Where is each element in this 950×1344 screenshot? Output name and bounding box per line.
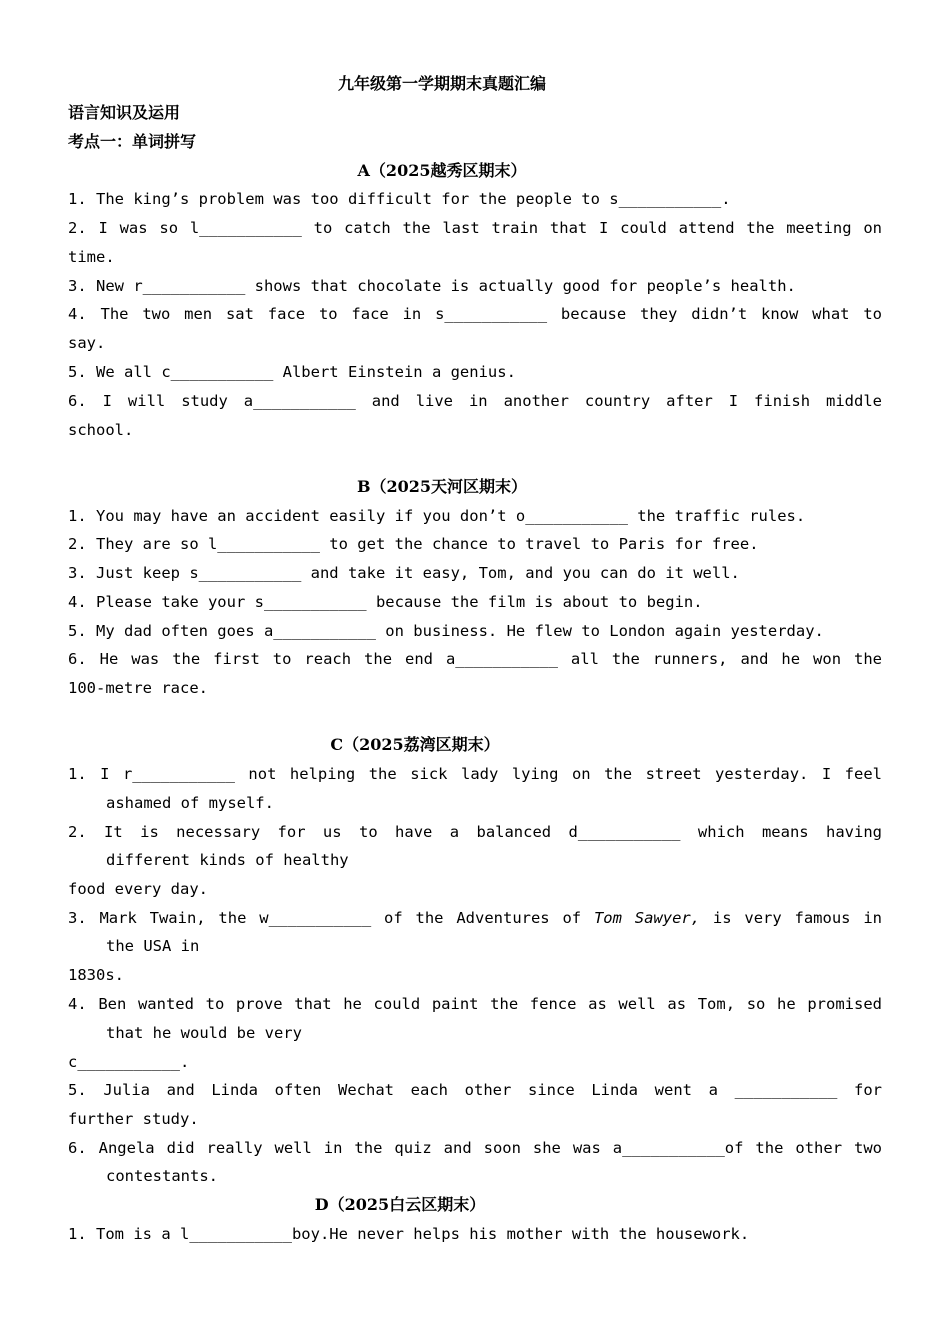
question-c1: 1. I r___________ not helping the sick lady lying on the street yesterday. I feel <box>68 765 882 783</box>
question-c3-cont2: 1830s. <box>68 966 124 984</box>
question-b4: 4. Please take your s___________ because the film is about to begin. <box>68 593 703 611</box>
question-c6: 6. Angela did really well in the quiz and soon she was a___________of the other two <box>68 1139 882 1157</box>
question-c3-pre: 3. Mark Twain, the w___________ of the Adventures of <box>68 909 594 927</box>
question-d1: 1. Tom is a l___________boy.He never helps his mother with the housework. <box>68 1225 750 1243</box>
question-c3-post: is very famous in <box>700 909 882 927</box>
question-c6-cont: contestants. <box>106 1167 218 1185</box>
question-a4-cont: say. <box>68 334 106 352</box>
question-a4: 4. The two men sat face to face in s___________ because they didn’t know what to <box>68 305 882 323</box>
section-b-heading: B（2025天河区期末） <box>356 477 528 496</box>
section-d-heading: D（2025白云区期末） <box>314 1195 486 1214</box>
question-b1: 1. You may have an accident easily if you don’t o___________ the traffic rules. <box>68 507 806 525</box>
question-b5: 5. My dad often goes a___________ on business. He flew to London again yesterday. <box>68 622 824 640</box>
question-a5: 5. We all c___________ Albert Einstein a genius. <box>68 363 516 381</box>
question-c3-book-title: Tom Sawyer, <box>593 909 701 927</box>
question-b6: 6. He was the first to reach the end a___________ all the runners, and he won the <box>68 650 882 668</box>
question-c2: 2. It is necessary for us to have a balanced d___________ which means having <box>68 823 882 841</box>
question-a6: 6. I will study a___________ and live in another country after I finish middle <box>68 392 882 410</box>
question-c4-cont: that he would be very <box>106 1024 302 1042</box>
question-b6-cont: 100-metre race. <box>68 679 208 697</box>
question-a6-cont: school. <box>68 421 134 439</box>
question-c2-cont2: food every day. <box>68 880 208 898</box>
question-a2: 2. I was so l___________ to catch the last train that I could attend the meeting on <box>68 219 882 237</box>
question-c2-cont: different kinds of healthy <box>106 851 349 869</box>
question-c5: 5. Julia and Linda often Wechat each other since Linda went a ___________ for <box>68 1081 882 1099</box>
question-b3: 3. Just keep s___________ and take it easy, Tom, and you can do it well. <box>68 564 740 582</box>
question-c3-cont: the USA in <box>106 937 200 955</box>
question-c4-cont2: c___________. <box>68 1053 190 1071</box>
topic-heading: 考点一：单词拼写 <box>68 132 197 151</box>
section-heading: 语言知识及运用 <box>68 103 181 122</box>
question-a3: 3. New r___________ shows that chocolate is actually good for people’s health. <box>68 277 796 295</box>
question-a2-cont: time. <box>68 248 115 266</box>
section-c-heading: C（2025荔湾区期末） <box>330 735 500 754</box>
question-a1: 1. The king’s problem was too difficult for the people to s___________. <box>68 190 731 208</box>
page-title: 九年级第一学期期末真题汇编 <box>337 74 546 93</box>
question-c5-cont: further study. <box>68 1110 199 1128</box>
question-c4: 4. Ben wanted to prove that he could paint the fence as well as Tom, so he promised <box>68 995 882 1013</box>
question-b2: 2. They are so l___________ to get the chance to travel to Paris for free. <box>68 535 759 553</box>
question-c3 <box>68 907 882 929</box>
question-c1-cont: ashamed of myself. <box>106 794 274 812</box>
section-a-heading: A（2025越秀区期末） <box>357 161 527 180</box>
